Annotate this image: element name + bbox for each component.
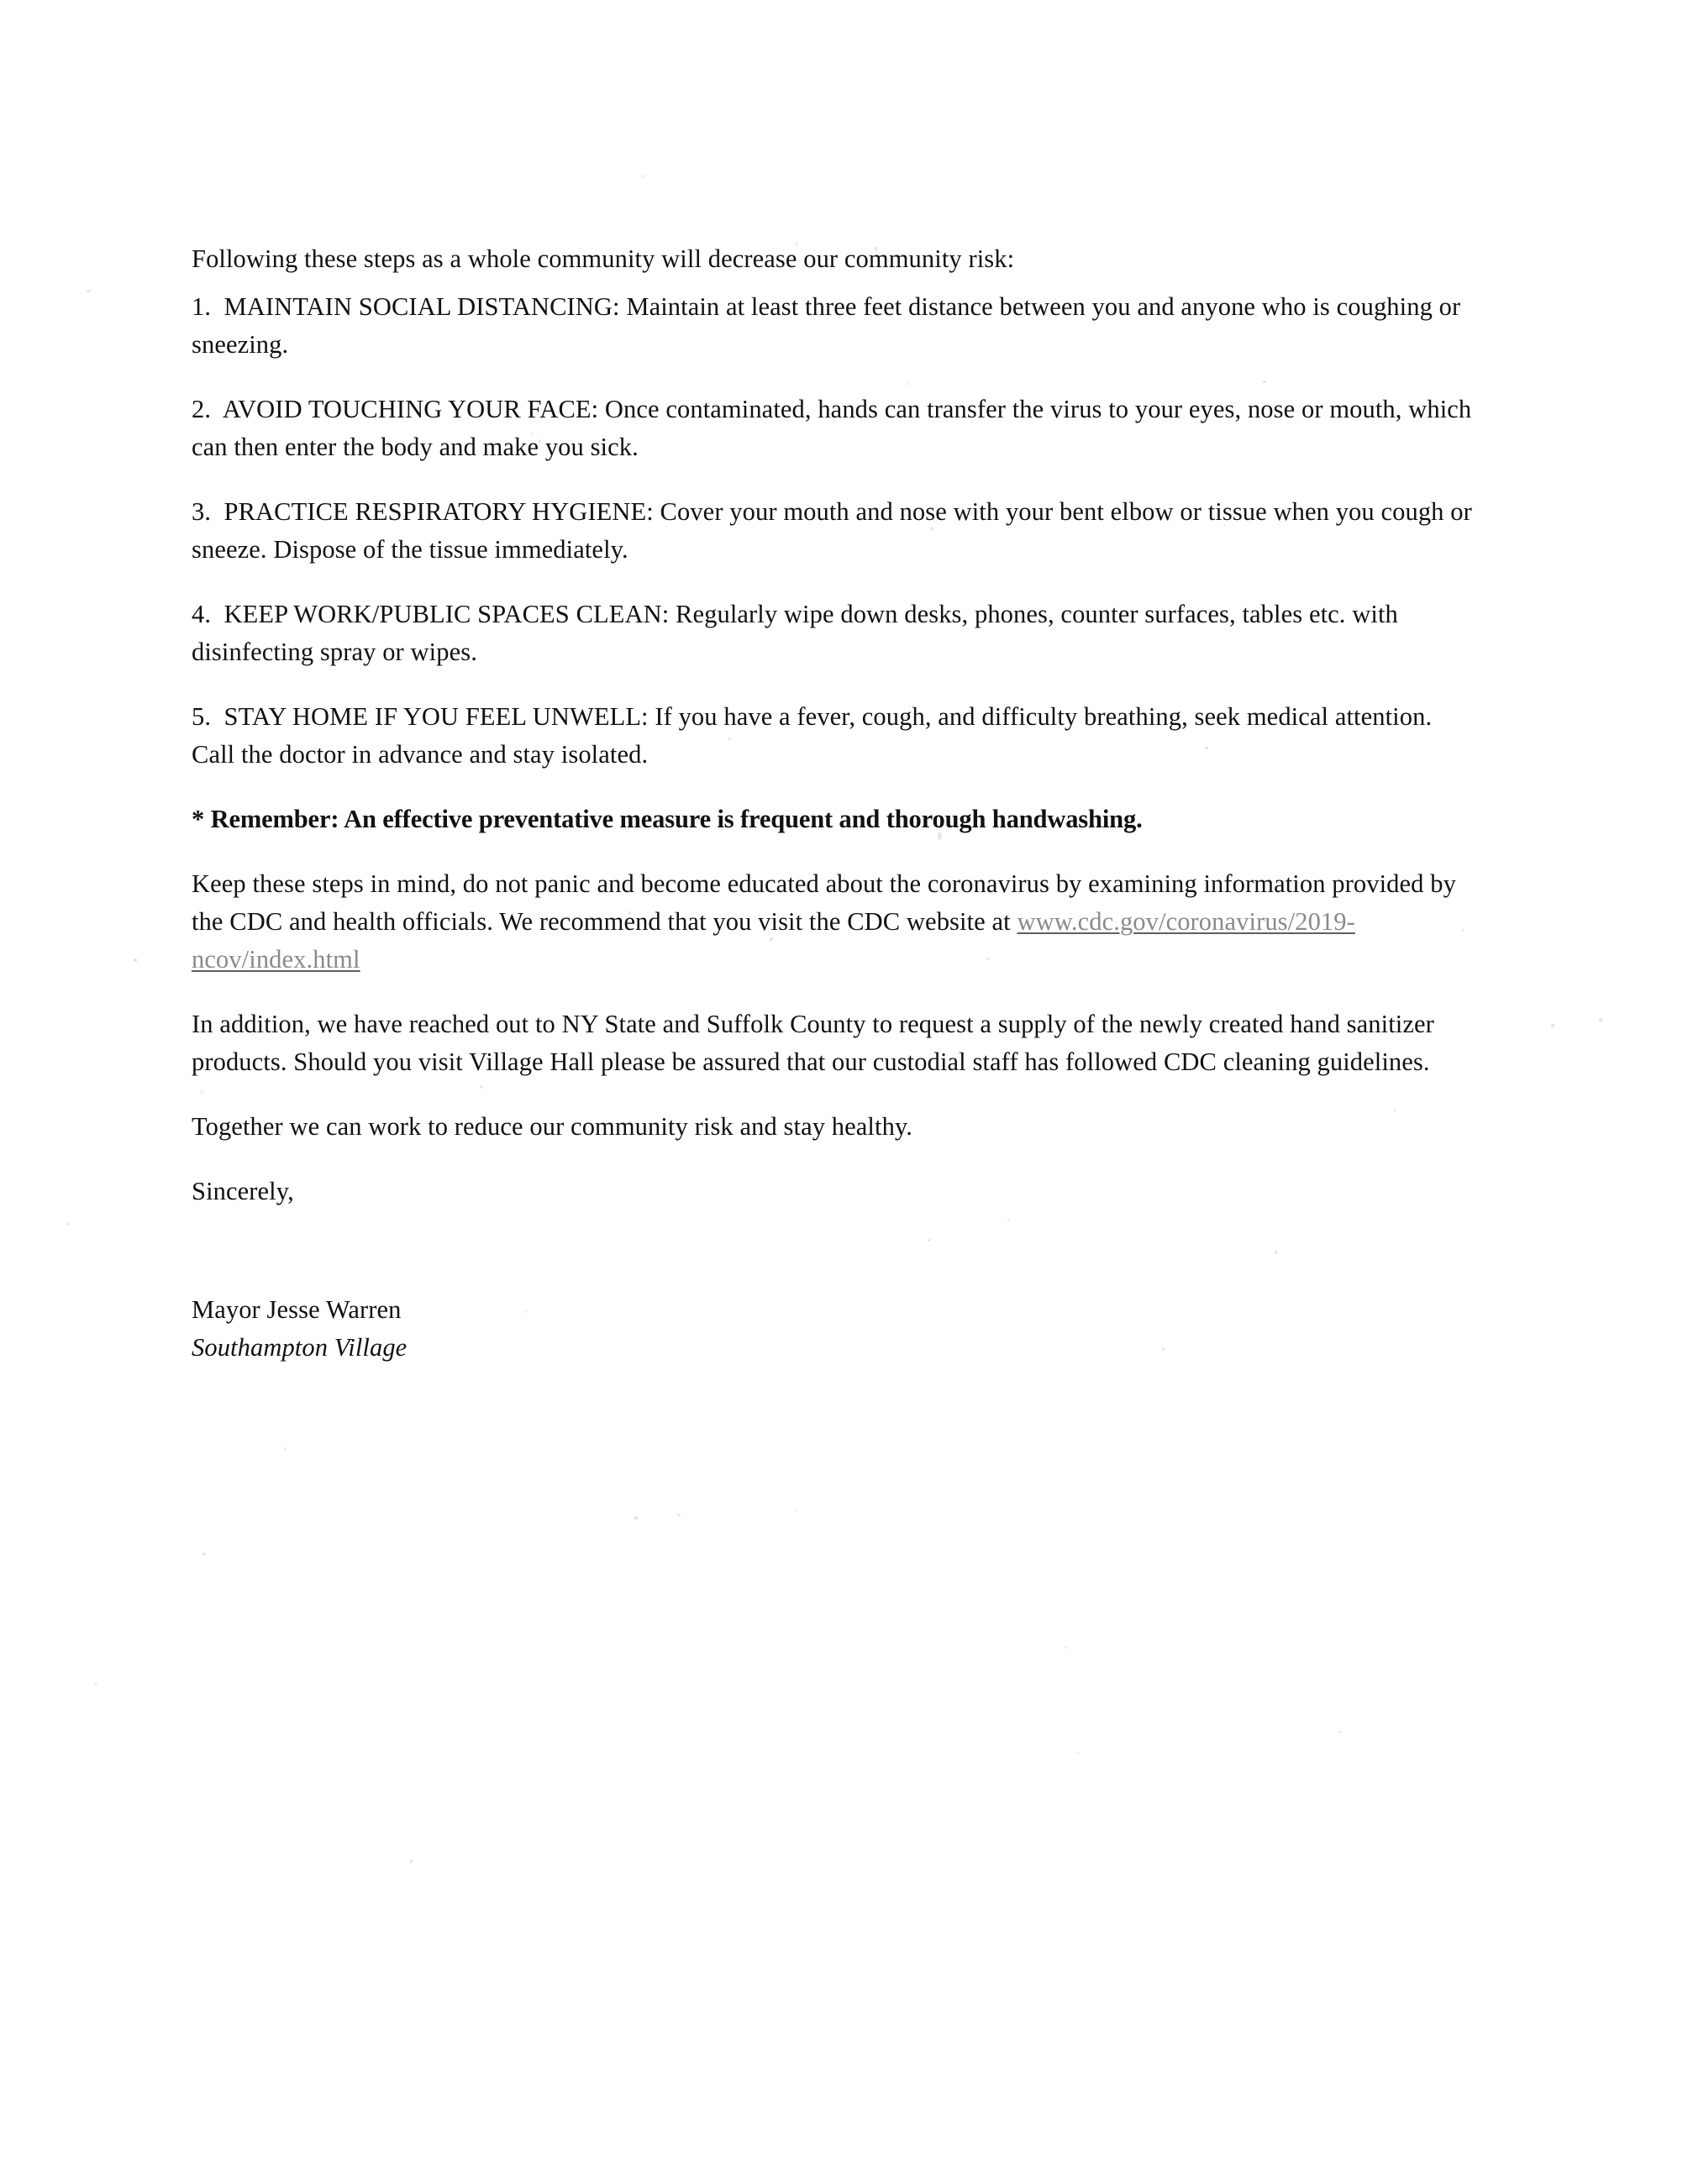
spacer [192,1081,1481,1108]
cdc-paragraph [192,865,1481,979]
item-number-gap-4 [211,600,223,628]
spacer [192,278,1481,288]
item-number-3: 3. [192,497,212,526]
closing-paragraph: Together we can work to reduce our community risk and stay healthy. [192,1112,913,1141]
spacer [192,1146,1481,1173]
letter-body [192,240,1481,1367]
numbered-item-4 [192,596,1481,671]
numbered-item-3 [192,493,1481,569]
spacer [192,774,1481,801]
item-number-5: 5. [192,702,212,731]
spacer [192,671,1481,698]
numbered-item-2 [192,391,1481,466]
spacer [192,838,1481,865]
valediction: Sincerely, [192,1177,294,1205]
remember-note: * Remember: An effective preventative measure is frequent and thorough handwashing. [192,805,1143,833]
spacer [192,569,1481,596]
spacer [192,466,1481,493]
item-number-gap-2 [211,395,223,423]
spacer [192,979,1481,1005]
item-number-4: 4. [192,600,212,628]
item-number-gap-1 [211,292,223,321]
item-number-1: 1. [192,292,212,321]
cdc-paragraph-text: Keep these steps in mind, do not panic and become educated about the coronavirus by examining information provided by the CDC and health officials. We recommend that you visit the CDC website at [192,869,1456,936]
signature-organization: Southampton Village [192,1333,408,1362]
numbered-item-5 [192,698,1481,774]
item-number-gap-5 [211,702,223,731]
cdc-website-link[interactable]: www.cdc.gov/coronavirus/2019-ncov/index.html [192,907,1355,974]
item-number-gap-3 [211,497,223,526]
item-text-5: STAY HOME IF YOU FEEL UNWELL: If you have a fever, cough, and difficulty breathing, seek medical attention. Call the doctor in advance and stay isolated. [192,702,1433,769]
signature-spacer [192,1210,1481,1291]
item-text-3: PRACTICE RESPIRATORY HYGIENE: Cover your mouth and nose with your bent elbow or tissue when you cough or sneeze. Dispose of the tissue immediately. [192,497,1472,564]
item-number-2: 2. [192,395,212,423]
intro-line: Following these steps as a whole community will decrease our community risk: [192,244,1015,273]
item-text-4: KEEP WORK/PUBLIC SPACES CLEAN: Regularly wipe down desks, phones, counter surfaces, tables etc. with disinfecting spray or wipes. [192,600,1398,666]
spacer [192,364,1481,391]
item-text-2: AVOID TOUCHING YOUR FACE: Once contaminated, hands can transfer the virus to your eyes, nose or mouth, which can then enter the body and make you sick. [192,395,1472,461]
signature-name: Mayor Jesse Warren [192,1295,402,1324]
numbered-item-1 [192,288,1481,364]
sanitizer-paragraph: In addition, we have reached out to NY State and Suffolk County to request a supply of the newly created hand sanitizer products. Should you visit Village Hall please be assured that our custodial staff has followed CDC cleaning guidelines. [192,1010,1434,1076]
item-text-1: MAINTAIN SOCIAL DISTANCING: Maintain at least three feet distance between you and anyone who is coughing or sneezing. [192,292,1461,359]
